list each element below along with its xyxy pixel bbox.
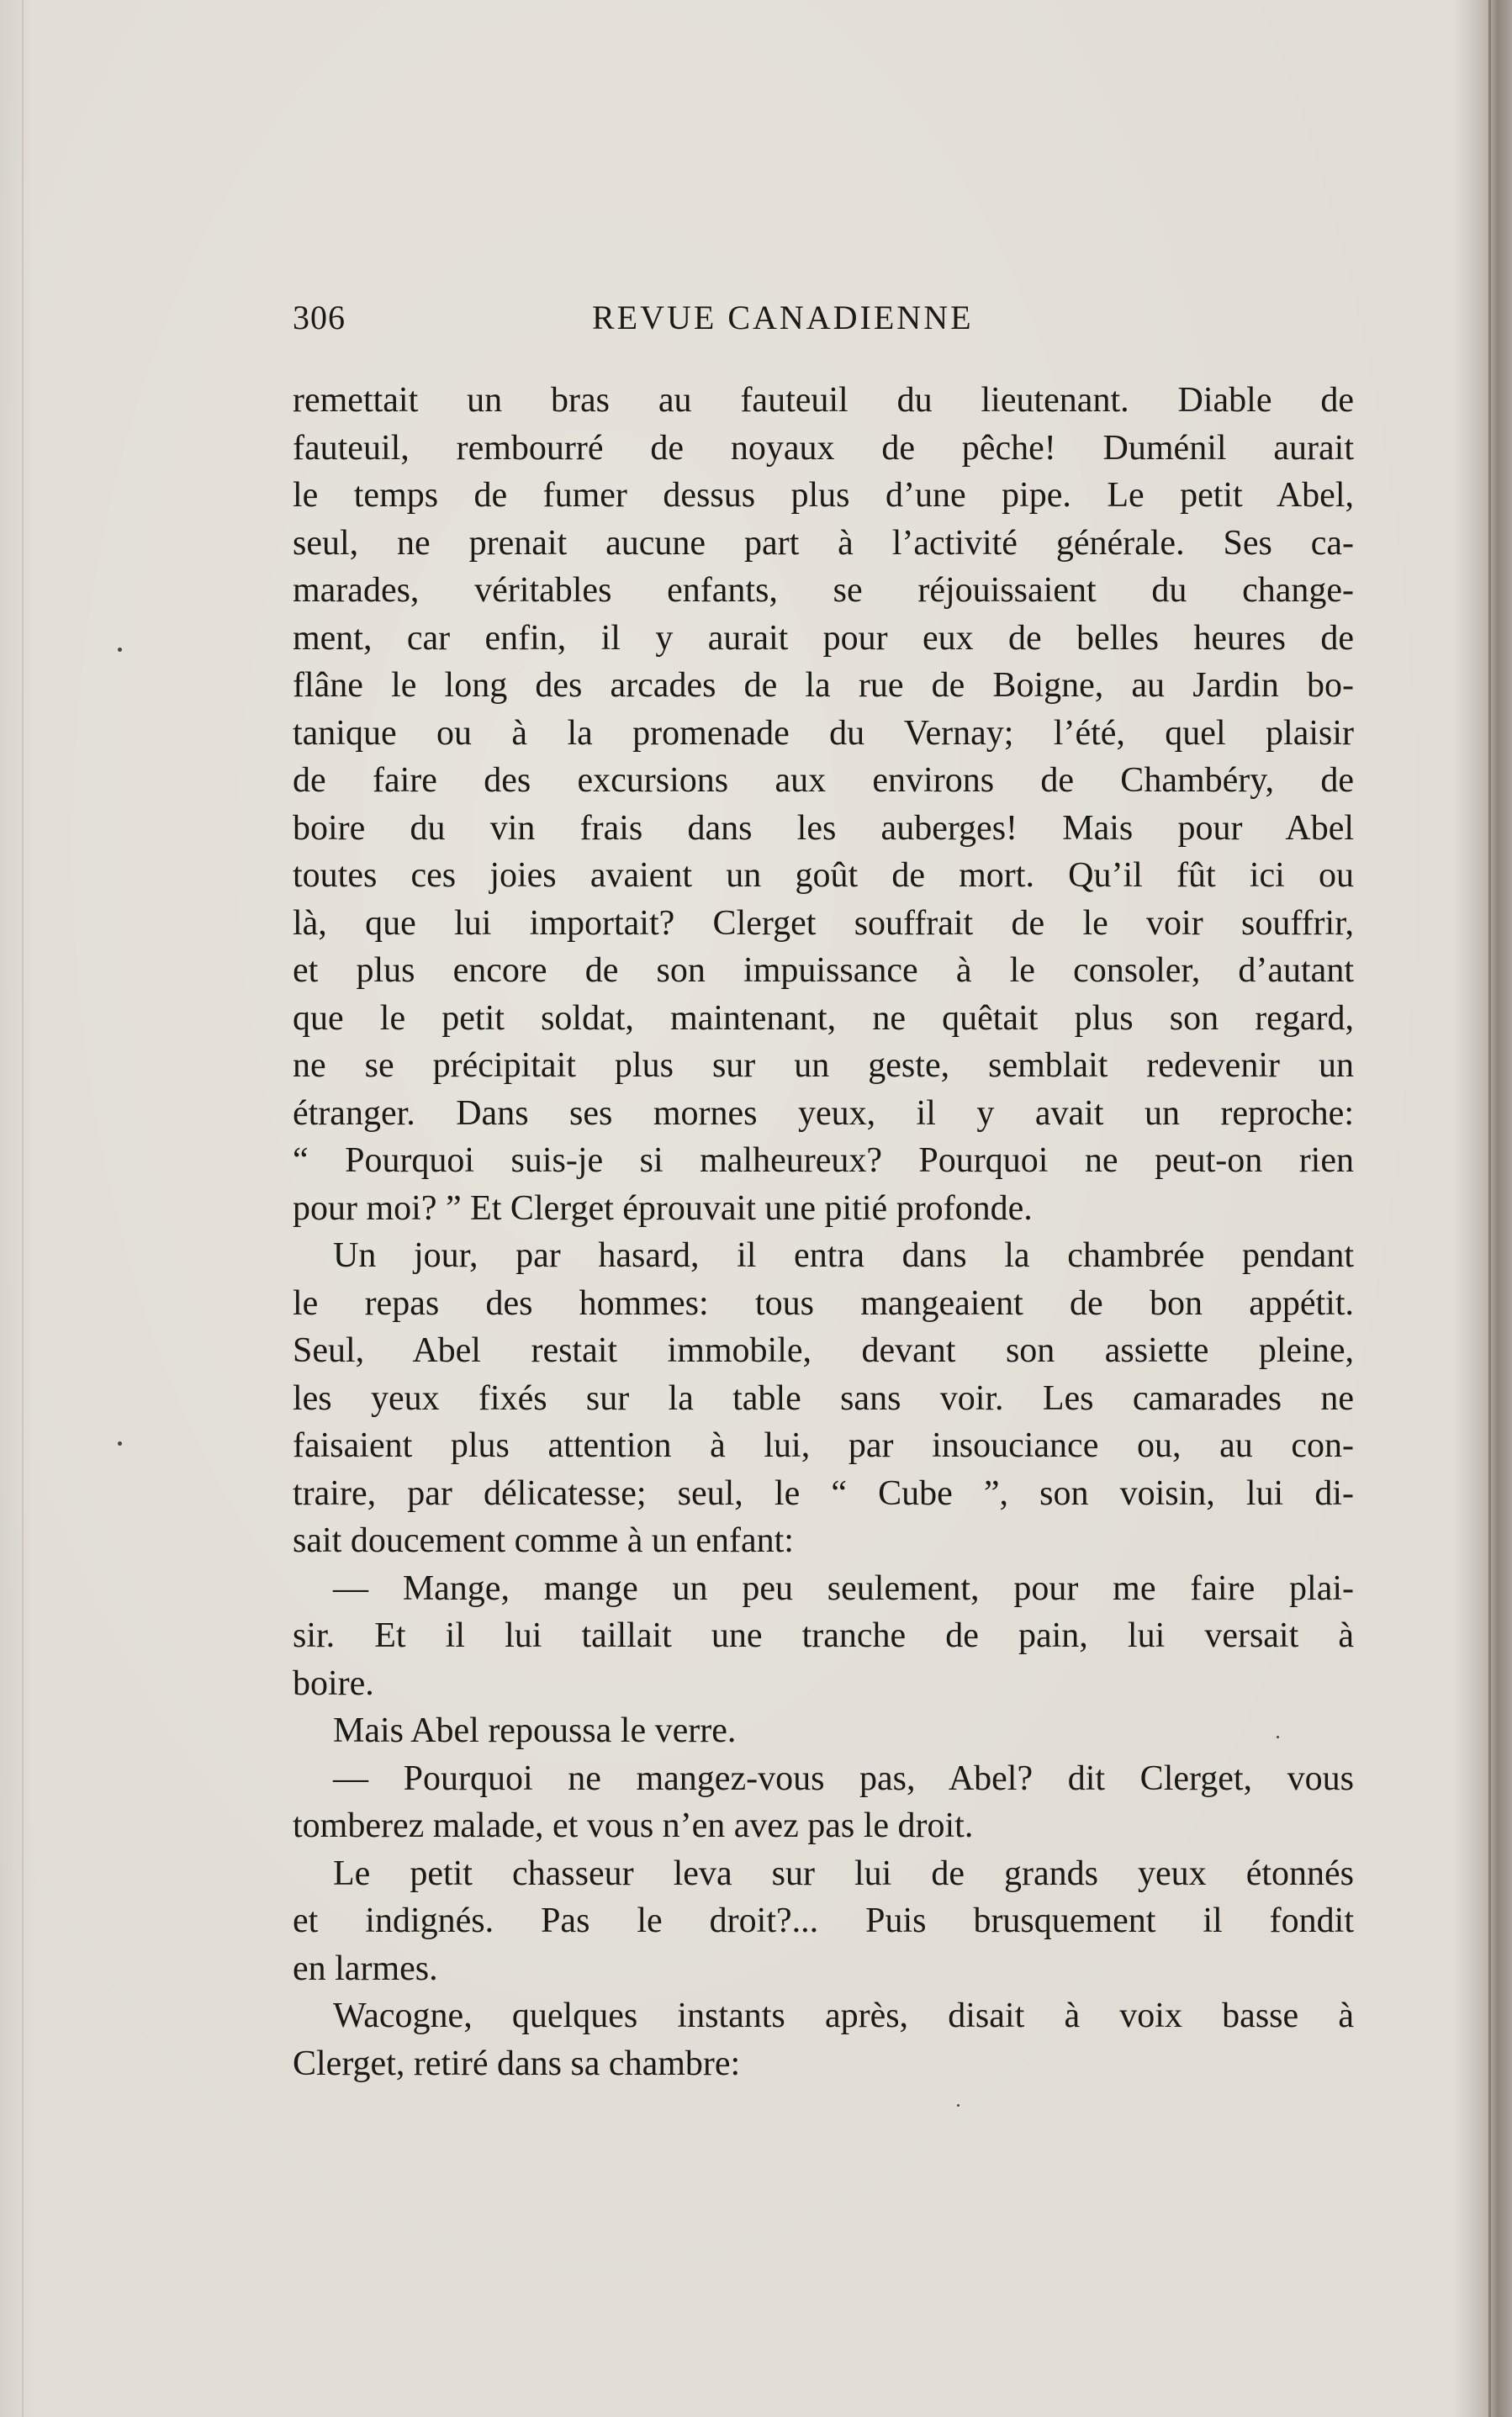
text-line: pour moi? ” Et Clerget éprouvait une pitié profonde. xyxy=(293,1188,1033,1228)
text-line: tomberez malade, et vous n’en avez pas le droit. xyxy=(293,1806,974,1845)
dialogue-line: — Mange, mange un peu seulement, pour me faire plai- xyxy=(333,1568,1354,1608)
running-title: REVUE CANADIENNE xyxy=(592,299,974,336)
text-line: sir. Et il lui taillait une tranche de pain, lui versait à xyxy=(293,1616,1354,1655)
text-line: boire. xyxy=(293,1663,374,1703)
text-line: le repas des hommes: tous mangeaient de bon appétit. xyxy=(293,1283,1354,1323)
text-line: boire du vin frais dans les auberges! Mais pour Abel xyxy=(293,808,1354,848)
page-header xyxy=(293,298,1354,341)
text-line: les yeux fixés sur la table sans voir. Les camarades ne xyxy=(293,1378,1354,1418)
text-line: sait doucement comme à un enfant: xyxy=(293,1521,794,1560)
ink-speck xyxy=(957,2104,960,2107)
ink-speck xyxy=(118,648,122,652)
text-line: “ Pourquoi suis-je si malheureux? Pourquoi ne peut-on rien xyxy=(293,1141,1354,1180)
paragraph-start-line: Un jour, par hasard, il entra dans la chambrée pendant xyxy=(333,1236,1354,1275)
text-line: seul, ne prenait aucune part à l’activité générale. Ses ca- xyxy=(293,523,1354,563)
page-edge-line xyxy=(1488,0,1491,2417)
text-line: étranger. Dans ses mornes yeux, il y avait un reproche: xyxy=(293,1093,1354,1133)
text-line: là, que lui importait? Clerget souffrait de le voir souffrir, xyxy=(293,903,1354,943)
paragraph-start-line: Wacogne, quelques instants après, disait à voix basse à xyxy=(333,1997,1354,2035)
text-line: en larmes. xyxy=(293,1949,438,1988)
text-line: faisaient plus attention à lui, par insouciance ou, au con- xyxy=(293,1426,1354,1465)
text-line: Clerget, retiré dans sa chambre: xyxy=(293,2044,741,2083)
page-number: 306 xyxy=(293,299,346,336)
page-edge-shadow xyxy=(1455,0,1512,2417)
gutter-shadow xyxy=(22,0,24,2417)
text-line: remettait un bras au fauteuil du lieutenant. Diable de xyxy=(293,381,1354,420)
text-line: traire, par délicatesse; seul, le “ Cube ”, son voisin, lui di- xyxy=(293,1473,1354,1513)
paragraph-start-line: Mais Abel repoussa le verre. xyxy=(333,1711,737,1750)
dialogue-line: — Pourquoi ne mangez-vous pas, Abel? dit Clerget, vous xyxy=(333,1759,1354,1798)
text-line: Seul, Abel restait immobile, devant son assiette pleine, xyxy=(293,1331,1354,1370)
text-line: marades, véritables enfants, se réjouissaient du change- xyxy=(293,571,1354,610)
text-line: fauteuil, rembourré de noyaux de pêche! Duménil aurait xyxy=(293,428,1354,468)
text-line: et indignés. Pas le droit?... Puis brusquement il fondit xyxy=(293,1901,1354,1940)
ink-speck xyxy=(118,1441,122,1446)
text-line: et plus encore de son impuissance à le consoler, d’autant xyxy=(293,951,1354,990)
body-text xyxy=(293,377,1354,2087)
text-line: tanique ou à la promenade du Vernay; l’été, quel plaisir xyxy=(293,713,1354,753)
text-line: que le petit soldat, maintenant, ne quêtait plus son regard, xyxy=(293,998,1354,1038)
text-line: ment, car enfin, il y aurait pour eux de belles heures de xyxy=(293,618,1354,658)
text-line: ne se précipitait plus sur un geste, semblait redevenir un xyxy=(293,1046,1354,1085)
paragraph-start-line: Le petit chasseur leva sur lui de grands yeux étonnés xyxy=(333,1854,1354,1893)
text-line: de faire des excursions aux environs de Chambéry, de xyxy=(293,761,1354,800)
text-line: toutes ces joies avaient un goût de mort. Qu’il fût ici ou xyxy=(293,856,1354,895)
text-line: flâne le long des arcades de la rue de Boigne, au Jardin bo- xyxy=(293,666,1354,705)
text-line: le temps de fumer dessus plus d’une pipe. Le petit Abel, xyxy=(293,476,1354,515)
